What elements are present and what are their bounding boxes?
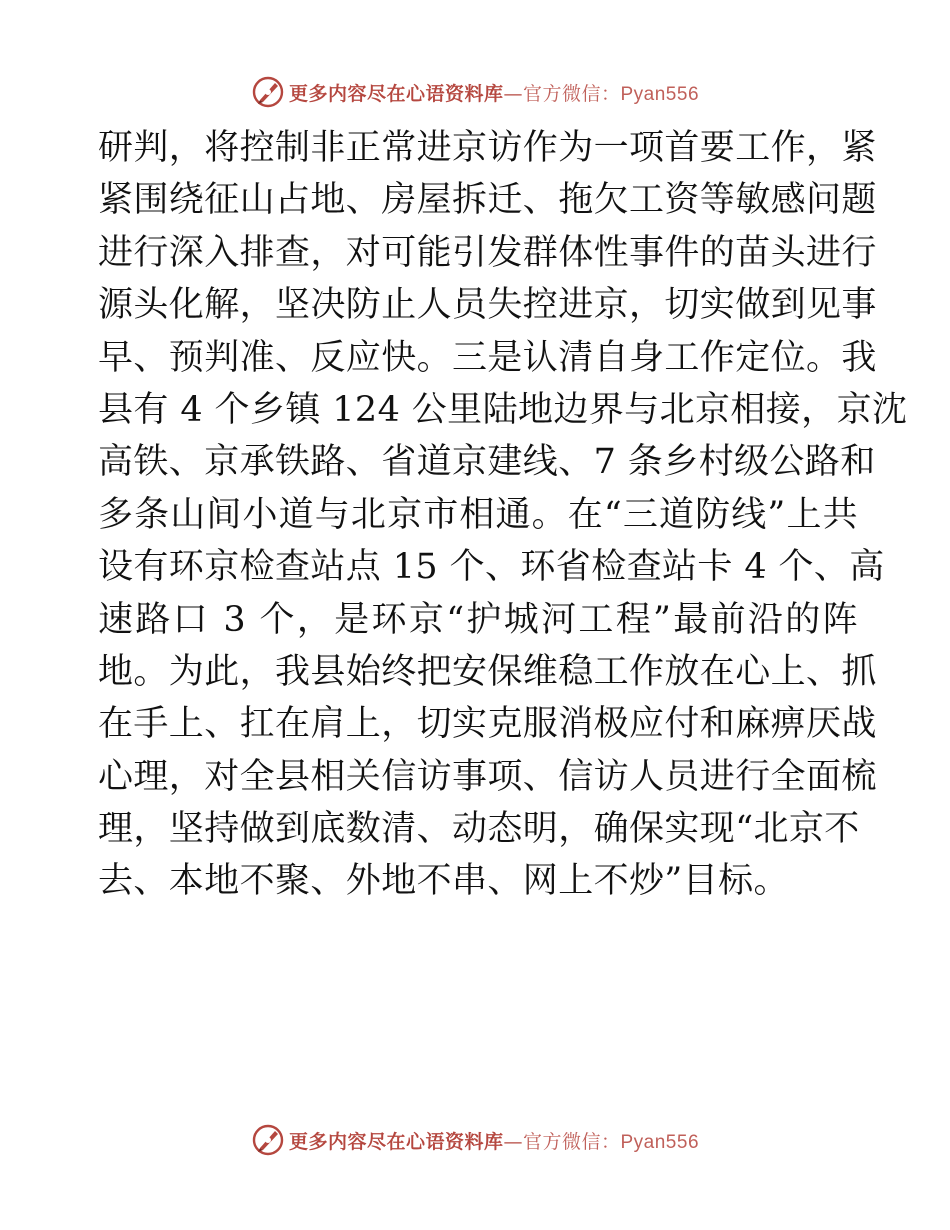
body-line: 设有环京检查站点 15 个、环省检查站卡 4 个、高: [98, 547, 885, 588]
header-brand-id: Pyan556: [620, 83, 700, 105]
footer-brand-id: Pyan556: [620, 1131, 700, 1153]
header-brand-wechat: 官方微信：: [522, 82, 621, 105]
body-line: 源头化解，坚决防止人员失控进京，切实做到见事: [98, 285, 877, 326]
quill-pen-circle-icon: [251, 75, 285, 109]
body-line: 理，坚持做到底数清、动态明，确保实现“北京不: [98, 809, 860, 850]
body-line: 多条山间小道与北京市相通。在“三道防线”上共: [98, 494, 858, 535]
header-watermark: [0, 72, 950, 112]
body-line: 紧围绕征山占地、房屋拆迁、拖欠工资等敏感问题: [98, 180, 877, 221]
header-brand-sep: —: [503, 82, 523, 105]
body-line: 进行深入排查，对可能引发群体性事件的苗头进行: [98, 232, 877, 273]
body-line: 早、预判准、反应快。三是认清自身工作定位。我: [98, 337, 877, 378]
footer-brand-sep: —: [503, 1130, 523, 1153]
header-brand-text: [289, 79, 699, 106]
body-line: 研判，将控制非正常进京访作为一项首要工作，紧: [98, 128, 877, 168]
quill-pen-circle-icon: [251, 1123, 285, 1157]
body-line: 高铁、京承铁路、省道京建线、7 条乡村级公路和: [98, 442, 876, 483]
body-line: 心理，对全县相关信访事项、信访人员进行全面梳: [98, 756, 877, 797]
footer-brand-wechat: 官方微信：: [522, 1130, 621, 1153]
body-line: 速路口 3 个，是环京“护城河工程”最前沿的阵: [98, 599, 858, 640]
body-line: 去、本地不聚、外地不串、网上不炒”目标。: [98, 861, 789, 902]
footer-watermark: [0, 1120, 950, 1160]
body-line: 地。为此，我县始终把安保维稳工作放在心上、抓: [98, 651, 877, 692]
footer-brand-main: 更多内容尽在心语资料库: [288, 1130, 504, 1153]
footer-brand-text: [289, 1127, 699, 1154]
body-line: 县有 4 个乡镇 124 公里陆地边界与北京相接，京沈: [98, 389, 908, 430]
body-line: 在手上、扛在肩上，切实克服消极应付和麻痹厌战: [98, 704, 877, 745]
header-brand-main: 更多内容尽在心语资料库: [288, 82, 504, 105]
document-body: [98, 122, 908, 908]
